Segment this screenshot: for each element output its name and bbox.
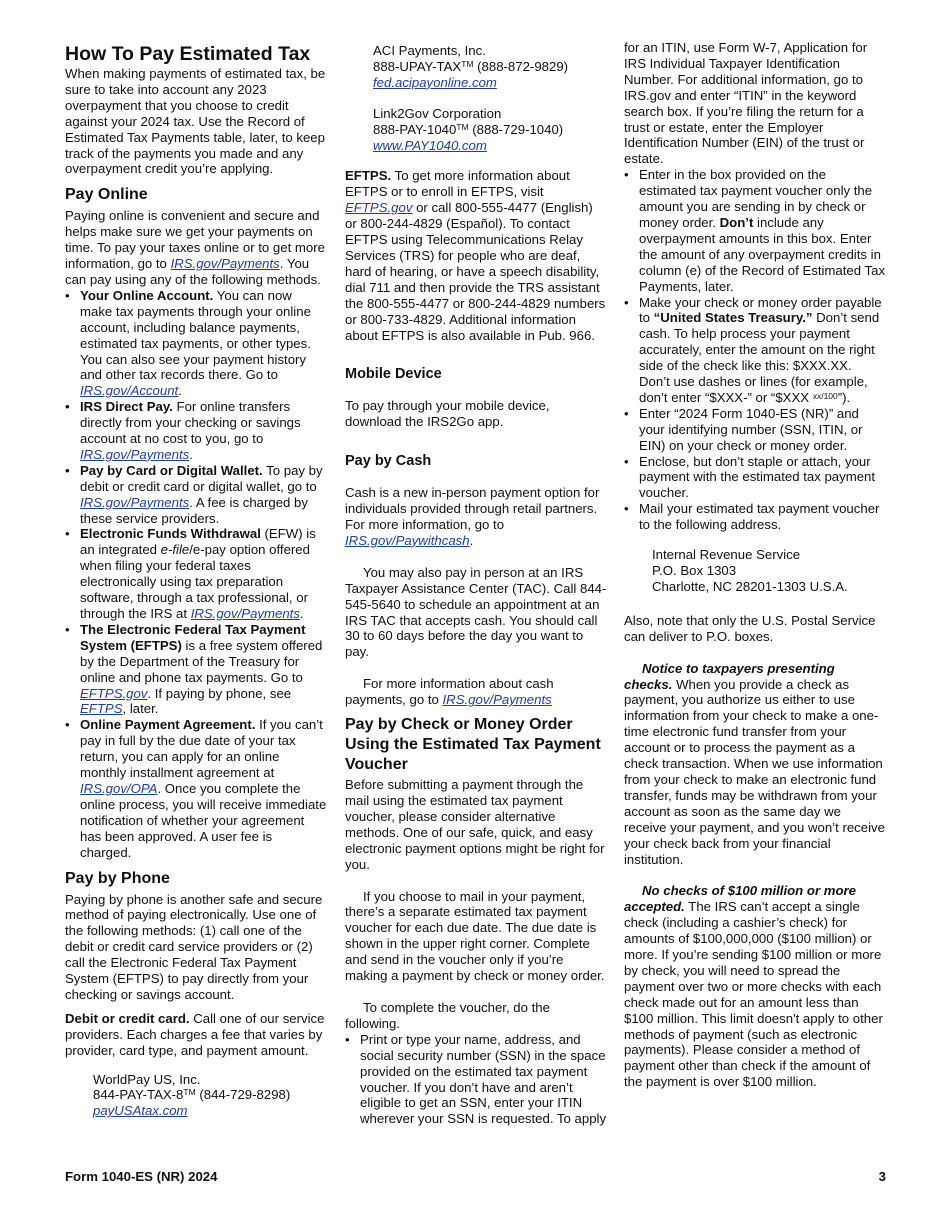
mobile-device-heading: Mobile Device [345, 366, 442, 383]
voucher-bullet-1: • Print or type your name, address, and social security number (SSN) in the space provided on the estimated tax payment voucher. If you don’t have and aren’t eligible to get an SSN, enter your ITIN wherever your SSN is requested. To apply [345, 1032, 607, 1127]
irs-payments-link[interactable]: IRS.gov/Payments [80, 446, 190, 462]
irs-payments-link[interactable]: IRS.gov/Payments [80, 494, 190, 510]
pay-cash-heading: Pay by Cash [345, 453, 432, 470]
pay1040-link[interactable]: www.PAY1040.com [373, 137, 487, 153]
pay-online-heading: Pay Online [65, 186, 148, 204]
provider-link2gov: Link2Gov Corporation 888-PAY-1040™ (888-729-1040) www.PAY1040.com [345, 106, 607, 154]
eftps-paragraph: EFTPS. To get more information about EFTPS or to enroll in EFTPS, visit EFTPS.gov or call 800-555-4477 (English) or 800-244-4829 (Español). To contact EFTPS using Telecommunications Relay Services (TRS) for people who are deaf, hard of hearing, or have a speech disability, dial 711 and then provide the TRS assistant the 800-555-4477 or 800-244-4829 numbers or 800-733-4829. Additional information about EFTPS is also available in Pub. 966. [345, 168, 606, 343]
cash-paragraph-1: Cash is a new in-person payment option for individuals provided through retail partners. For more information, go to IRS.gov/Paywithcash. [345, 485, 600, 548]
page-number: 3 [878, 1169, 886, 1184]
payusatax-link[interactable]: payUSAtax.com [93, 1103, 188, 1119]
eftps-link[interactable]: EFTPS [80, 701, 123, 717]
online-account-item: • Your Online Account. You can now make tax payments through your online account, including balance payments, estimated tax payments, or other types. You can also see your payment history and other tax records there. Go to IRS.gov/Account. [65, 288, 327, 399]
notice-paragraph: Notice to taxpayers presenting checks. When you provide a check as payment, you authorize us either to use information from your check to make a one-time electronic fund transfer from your account or to process the payment as a check transaction. When we use information from your check to make an electronic fund transfer, funds may be withdrawn from your account as soon as the same day we receive your payment, and you won’t receive your check back from your financial institution. [624, 660, 885, 867]
column-1 [65, 40, 327, 1119]
check-paragraph-1: Before submitting a payment through the mail using the estimated tax payment voucher, please consider alternative methods. One of our safe, quick, and easy electronic payment options might be right for you. [345, 777, 605, 872]
no-checks-paragraph: No checks of $100 million or more accepted. The IRS can’t accept a single check (including a cashier’s check) for amounts of $100,000,000 ($100 million) or more. If you’re sending $100 million or more by check, you will need to spread the payment over two or more checks with each check made out for an amount less than $100 million. This limit doesn't apply to other methods of payment (such as electronic payments). Please consider a method of payment other than check if the amount of the payment is over $100 million. [624, 883, 883, 1090]
check-paragraph-3: To complete the voucher, do the following. [345, 999, 550, 1031]
voucher-bullet-6: • Mail your estimated tax payment voucher to the following address. [624, 501, 886, 533]
efw-item: • Electronic Funds Withdrawal (EFW) is an integrated e-file/e-pay option offered when filing your federal taxes electronically using tax preparation software, through a tax professional, or through the IRS at IRS.gov/Payments. [65, 526, 327, 621]
pay-phone-intro: Paying by phone is another safe and secure method of paying electronically. Use one of the following methods: (1) call one of the debit or credit card service providers or (2) call the Electronic Federal Tax Payment System (EFTPS) to pay directly from your checking or savings account. [65, 891, 323, 1002]
form-name: Form 1040-ES (NR) 2024 [65, 1169, 218, 1184]
cash-paragraph-2: You may also pay in person at an IRS Taxpayer Assistance Center (TAC). Call 844-545-5640 to schedule an appointment at an IRS TAC that accepts cash. You should call 30 to 60 days before the day you want to pay. [345, 564, 607, 660]
irs-account-link[interactable]: IRS.gov/Account [80, 383, 179, 399]
debit-credit-paragraph: Debit or credit card. Call one of our service providers. Each charges a fee that varies by provider, card type, and payment amount. [65, 1010, 325, 1058]
voucher-bullet-3: • Make your check or money order payable to “United States Treasury.” Don’t send cash. To help process your payment accurately, enter the amount on the right side of the check like this: $XXX.XX. Don’t use dashes or lines (for example, don’t enter “$XXX-” or “$XXX $^{xx/100}$”). [624, 295, 886, 406]
eftps-gov-link[interactable]: EFTPS.gov [80, 685, 148, 701]
card-wallet-item: • Pay by Card or Digital Wallet. To pay by debit or credit card or digital wallet, go to IRS.gov/Payments. A fee is charged by these service providers. [65, 463, 327, 527]
voucher-bullet-4: • Enter “2024 Form 1040-ES (NR)” and your identifying number (SSN, ITIN, or EIN) on your check or money order. [624, 406, 886, 454]
cash-paragraph-3: For more information about cash payments, go to IRS.gov/Payments [345, 676, 554, 708]
voucher-bullet-5: • Enclose, but don’t staple or attach, your payment with the estimated tax payment voucher. [624, 454, 886, 502]
intro-paragraph: When making payments of estimated tax, be sure to take into account any 2023 overpayment that you choose to credit against your 2024 tax. Use the Record of Estimated Tax Payments table, later, to keep track of the payments you made and any overpayment credit you’re applying. [65, 66, 326, 177]
eftps-item: • The Electronic Federal Tax Payment System (EFTPS) is a free system offered by the Department of the Treasury for online and phone tax payments. Go to EFTPS.gov. If paying by phone, see EFTPS, later. [65, 622, 327, 717]
mailing-address: Internal Revenue Service P.O. Box 1303 Charlotte, NC 28201-1303 U.S.A. [652, 547, 848, 594]
page-title: How To Pay Estimated Tax [65, 43, 311, 65]
voucher-bullet-2: • Enter in the box provided on the estimated tax payment voucher only the amount you are sending in by check or money order. Don’t include any overpayment amounts in this box. Enter the amount of any overpayment credits in column (e) of the Record of Estimated Tax Payments, later. [624, 167, 886, 294]
page-footer [65, 1169, 886, 1185]
pay-check-heading: Pay by Check or Money Order Using the Estimated Tax Payment Voucher [345, 716, 601, 774]
check-paragraph-2: If you choose to mail in your payment, there’s a separate estimated tax payment voucher for each due date. The due date is shown in the upper right corner. Complete and send in the voucher only if you’re making a payment by check or money order. [345, 888, 605, 984]
irs-opa-link[interactable]: IRS.gov/OPA [80, 780, 158, 796]
eftps-gov-link[interactable]: EFTPS.gov [345, 200, 413, 216]
pay-online-intro: Paying online is convenient and secure and helps make sure we get your payments on time. To pay your taxes online or to get more information, go to IRS.gov/Payments. You can pay using any of the following methods. [65, 208, 325, 287]
voucher-bullet-1-cont: for an ITIN, use Form W-7, Application for IRS Individual Taxpayer Identification Number. For additional information, go to IRS.gov and enter “ITIN” in the keyword search box. If you’re filing the return for a trust or estate, enter the Employer Identification Number (EIN) of the trust or estate. [624, 40, 868, 167]
direct-pay-item: • IRS Direct Pay. For online transfers directly from your checking or savings account at no cost to you, go to IRS.gov/Payments. [65, 399, 327, 463]
column-3 [624, 40, 886, 1090]
irs-payments-link[interactable]: IRS.gov/Payments [170, 256, 280, 272]
payment-agreement-item: • Online Payment Agreement. If you can’t pay in full by the due date of your tax return, you can apply for an online monthly installment agreement at IRS.gov/OPA. Once you complete the online process, you will receive immediate notification of whether your agreement has been approved. A user fee is charged. [65, 717, 327, 860]
provider-aci: ACI Payments, Inc. 888-UPAY-TAX™ (888-872-9829) fed.acipayonline.com [345, 43, 607, 91]
postal-note: Also, note that only the U.S. Postal Service can deliver to P.O. boxes. [624, 612, 876, 644]
aci-link[interactable]: fed.acipayonline.com [373, 74, 497, 90]
mobile-device-text: To pay through your mobile device, download the IRS2Go app. [345, 398, 550, 430]
provider-worldpay: WorldPay US, Inc. 844-PAY-TAX-8™ (844-729-8298) payUSAtax.com [65, 1072, 327, 1120]
column-2 [345, 40, 607, 1127]
paywithcash-link[interactable]: IRS.gov/Paywithcash [345, 532, 470, 548]
irs-payments-link[interactable]: IRS.gov/Payments [190, 606, 300, 621]
irs-payments-link[interactable]: IRS.gov/Payments [442, 692, 552, 708]
pay-phone-heading: Pay by Phone [65, 869, 170, 887]
